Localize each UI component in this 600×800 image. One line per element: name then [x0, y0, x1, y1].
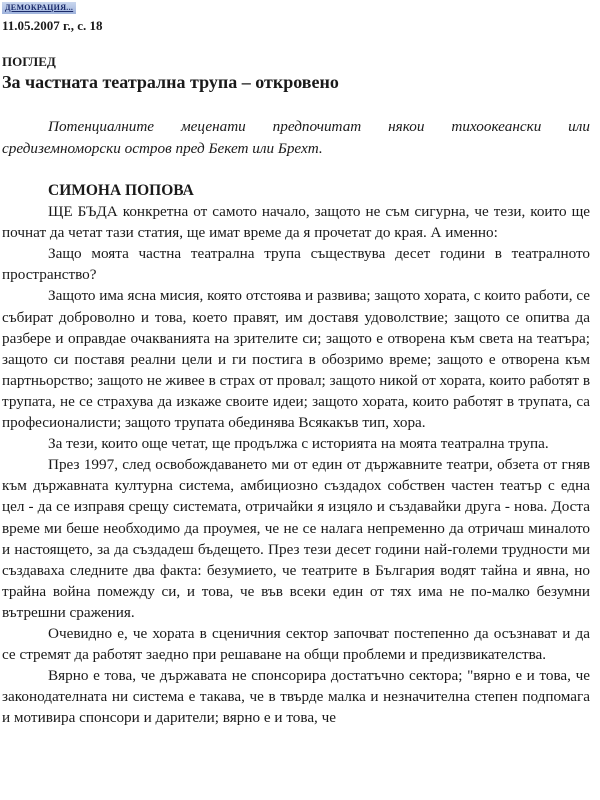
rubric-label: ПОГЛЕД: [2, 54, 56, 69]
source-link[interactable]: ДЕМОКРАЦИЯ...: [2, 2, 76, 14]
paragraph: Очевидно е, че хората в сценичния сектор започват постепенно да осъзнават и да се стремят да работят заедно при решаване на общи проблеми и предизвикателства.: [2, 624, 590, 664]
paragraph: За тези, които още четат, ще продължа с историята на моята театрална трупа.: [48, 435, 549, 453]
article-body: [2, 180, 590, 728]
author-name: СИМОНА ПОПОВА: [48, 182, 194, 199]
paragraph: През 1997, след освобождаването ми от един от държавните театри, обзета от гняв към държавната културна система, амбициозно създадох собствен частен театър с една цел - да се изправя срещу системата, отричайки я изцяло и създавайки друга - нова. Доста време ми беше необходимо да проумея, че не се налага непременно да отричаш миналото и настоящето, за да създадеш бъдещето. През тези десет години най-големи трудности ми създаваха следните два факта: безумието, че театрите в България водят тайна и явна, но трайна война помежду си, и това, че във всеки един от тях има не по-малко безумни вътрешни сражения.: [2, 456, 590, 621]
article-lead: Потенциалните меценати предпочитат някои тихоокеански или средиземноморски остров пред Бекет или Брехт.: [2, 118, 590, 157]
paragraph: ЩЕ БЪДА конкретна от самото начало, защото не съм сигурна, че тези, които ще почнат да четат тази статия, ще имат време да я прочетат до края. А именно:: [2, 203, 590, 242]
article-headline: За частната театрална трупа – откровено: [2, 72, 339, 92]
paragraph: Защо моята частна театрална трупа съществува десет години в театралното пространство?: [2, 245, 590, 284]
paragraph: Вярно е това, че държавата не спонсорира достатъчно сектора; "вярно е и това, че законодателната ни система е такава, че в твърде малка и незначителна степен подпомага и мотивира спонсори и дарители; вярно е и това, че: [2, 667, 590, 727]
paragraph: Защото има ясна мисия, която отстоява и развива; защото хората, с които работи, се събират доброволно и това, което правят, им доставя удоволствие; защото се опитва да разбере и оправдае очакванията на зрителите си; защото е отворена към света на театъра; защото си поставя реални цели и ги постига в обозримо време; защото е отворена към партньорство; защото не живее в страх от провал; защото никой от хората, които работят в трупата, не се страхува да изкаже своите идеи; защото хората, които работят в трупата, са професионалисти; защото трупата обединява Всякакъв тип, хора.: [2, 287, 590, 432]
publication-date: 11.05.2007 г., с. 18: [2, 18, 103, 33]
